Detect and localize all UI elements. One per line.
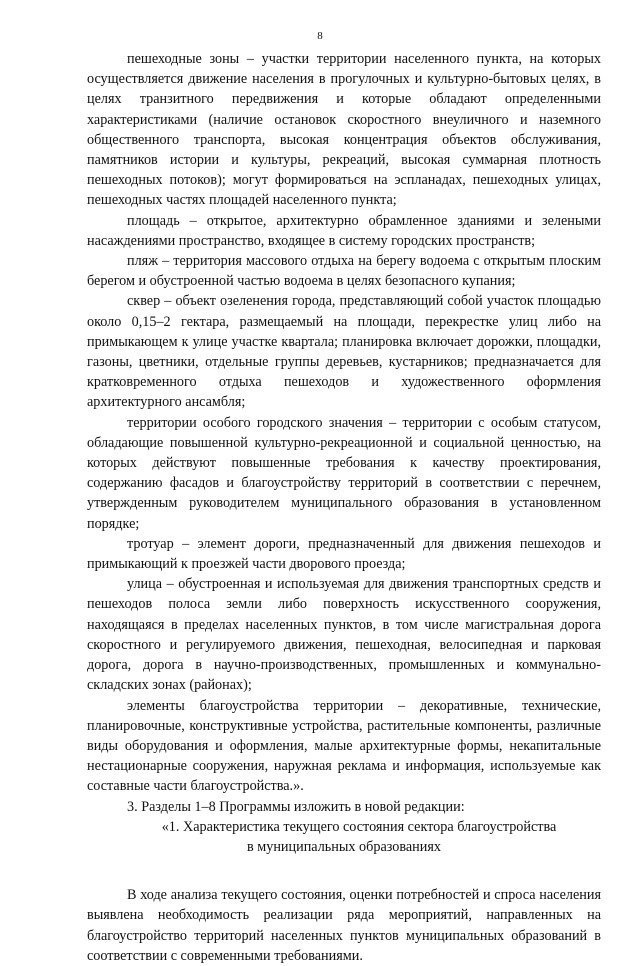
section-spacer [87,857,601,885]
section-heading-line-2: в муниципальных образованиях [247,838,441,855]
definition-beach: пляж – территория массового отдыха на берегу водоема с открытым плоским берегом и обустроенной частью водоема в целях безопасного купания; [87,253,601,290]
definition-public-garden: сквер – объект озеленения города, представляющий собой участок площадью около 0,15–2 гектара, размещаемый на площади, перекрестке улиц либо на примыкающем к улице участке квартала; планировка включает дорожки, площадки, газоны, цветники, отдельные группы деревьев, кустарников; предназначается для кратковременного отдыха пешеходов и художественного оформления архитектурного ансамбля; [87,293,601,411]
definition-square: площадь – открытое, архитектурно обрамленное зданиями и зелеными насаждениями пространство, входящее в систему городских пространств; [87,212,601,249]
definition-street: улица – обустроенная и используемая для движения транспортных средств и пешеходов полоса земли либо поверхность искусственного сооружения, находящаяся в пределах населенных пунктов, в том числе магистральная дорога скоростного и регулируемого движения, пешеходная, велосипедная и парковая дорога, дорога в научно-производственных, промышленных и коммунально-складских зонах (районах); [87,576,601,694]
page-content [87,49,601,966]
page-number: 8 [317,30,323,42]
definition-improvement-elements: элементы благоустройства территории – декоративные, технические, планировочные, конструктивные устройства, растительные компоненты, различные виды оборудования и оформления, малые архитектурные формы, некапитальные нестационарные сооружения, наружная реклама и информация, используемые как составные части благоустройства.». [87,697,601,795]
definition-special-territories: территории особого городского значения – территории с особым статусом, обладающие повышенной культурно-рекреационной и социальной ценностью, на которых действуют повышенные требования к качеству проектирования, содержанию фасадов и благоустройству территорий в соответствии с перечнем, утвержденным руководителем муниципального образования в установленном порядке; [87,414,601,532]
body-paragraph: В ходе анализа текущего состояния, оценки потребностей и спроса населения выявлена необходимость реализации ряда мероприятий, направленных на благоустройство территорий населенных пунктов муниципальных образований в соответствии с современными требованиями. [87,887,601,964]
definition-pedestrian-zones: пешеходные зоны – участки территории населенного пункта, на которых осуществляется движение населения в прогулочных и культурно-бытовых целях, в целях транзитного передвижения и которые обладают определенными характеристиками (наличие остановок скоростного внеуличного и наземного общественного транспорта, высокая концентрация объектов обслуживания, памятников истории и культуры, рекреаций, высокая суммарная плотность пешеходных потоков); могут формироваться на эспланадах, пешеходных улицах, пешеходных частях площадей населенного пункта; [87,51,601,209]
definition-sidewalk: тротуар – элемент дороги, предназначенный для движения пешеходов и примыкающий к проезжей части дворового проезда; [87,535,601,573]
section-heading-line-1: «1. Характеристика текущего состояния сектора благоустройства [161,818,557,835]
item-3: 3. Разделы 1–8 Программы изложить в новой редакции: [127,798,465,815]
